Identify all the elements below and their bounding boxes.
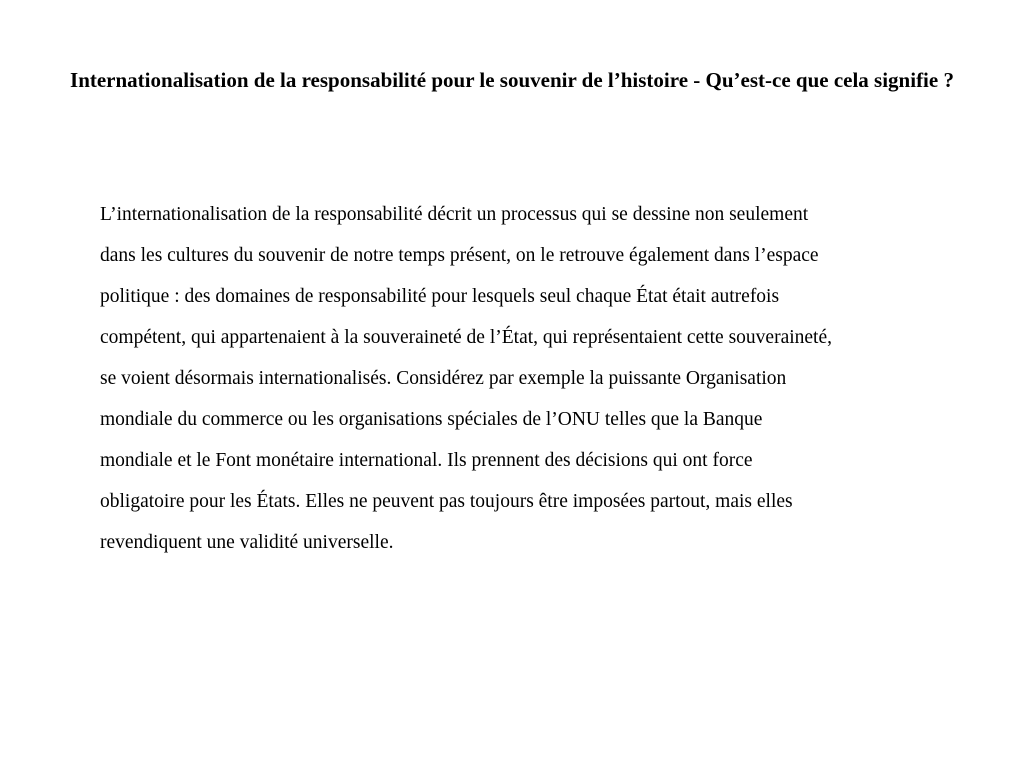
body-line: dans les cultures du souvenir de notre temps présent, on le retrouve également dans l’espace xyxy=(100,245,819,266)
body-line: politique : des domaines de responsabilité pour lesquels seul chaque État était autrefois xyxy=(100,286,780,307)
body-line: compétent, qui appartenaient à la souveraineté de l’État, qui représentaient cette souveraineté, xyxy=(100,327,833,348)
slide-title: Internationalisation de la responsabilité pour le souvenir de l’histoire - Qu’est-ce que cela signifie ? xyxy=(70,68,954,92)
body-line: mondiale et le Font monétaire international. Ils prennent des décisions qui ont force xyxy=(100,450,753,471)
slide-body xyxy=(100,194,970,563)
body-line: revendiquent une validité universelle. xyxy=(100,532,394,553)
body-line: mondiale du commerce ou les organisations spéciales de l’ONU telles que la Banque xyxy=(100,409,763,430)
body-line: obligatoire pour les États. Elles ne peuvent pas toujours être imposées partout, mais elles xyxy=(100,491,793,512)
body-line: se voient désormais internationalisés. Considérez par exemple la puissante Organisation xyxy=(100,368,787,389)
body-line: L’internationalisation de la responsabilité décrit un processus qui se dessine non seulement xyxy=(100,204,809,225)
